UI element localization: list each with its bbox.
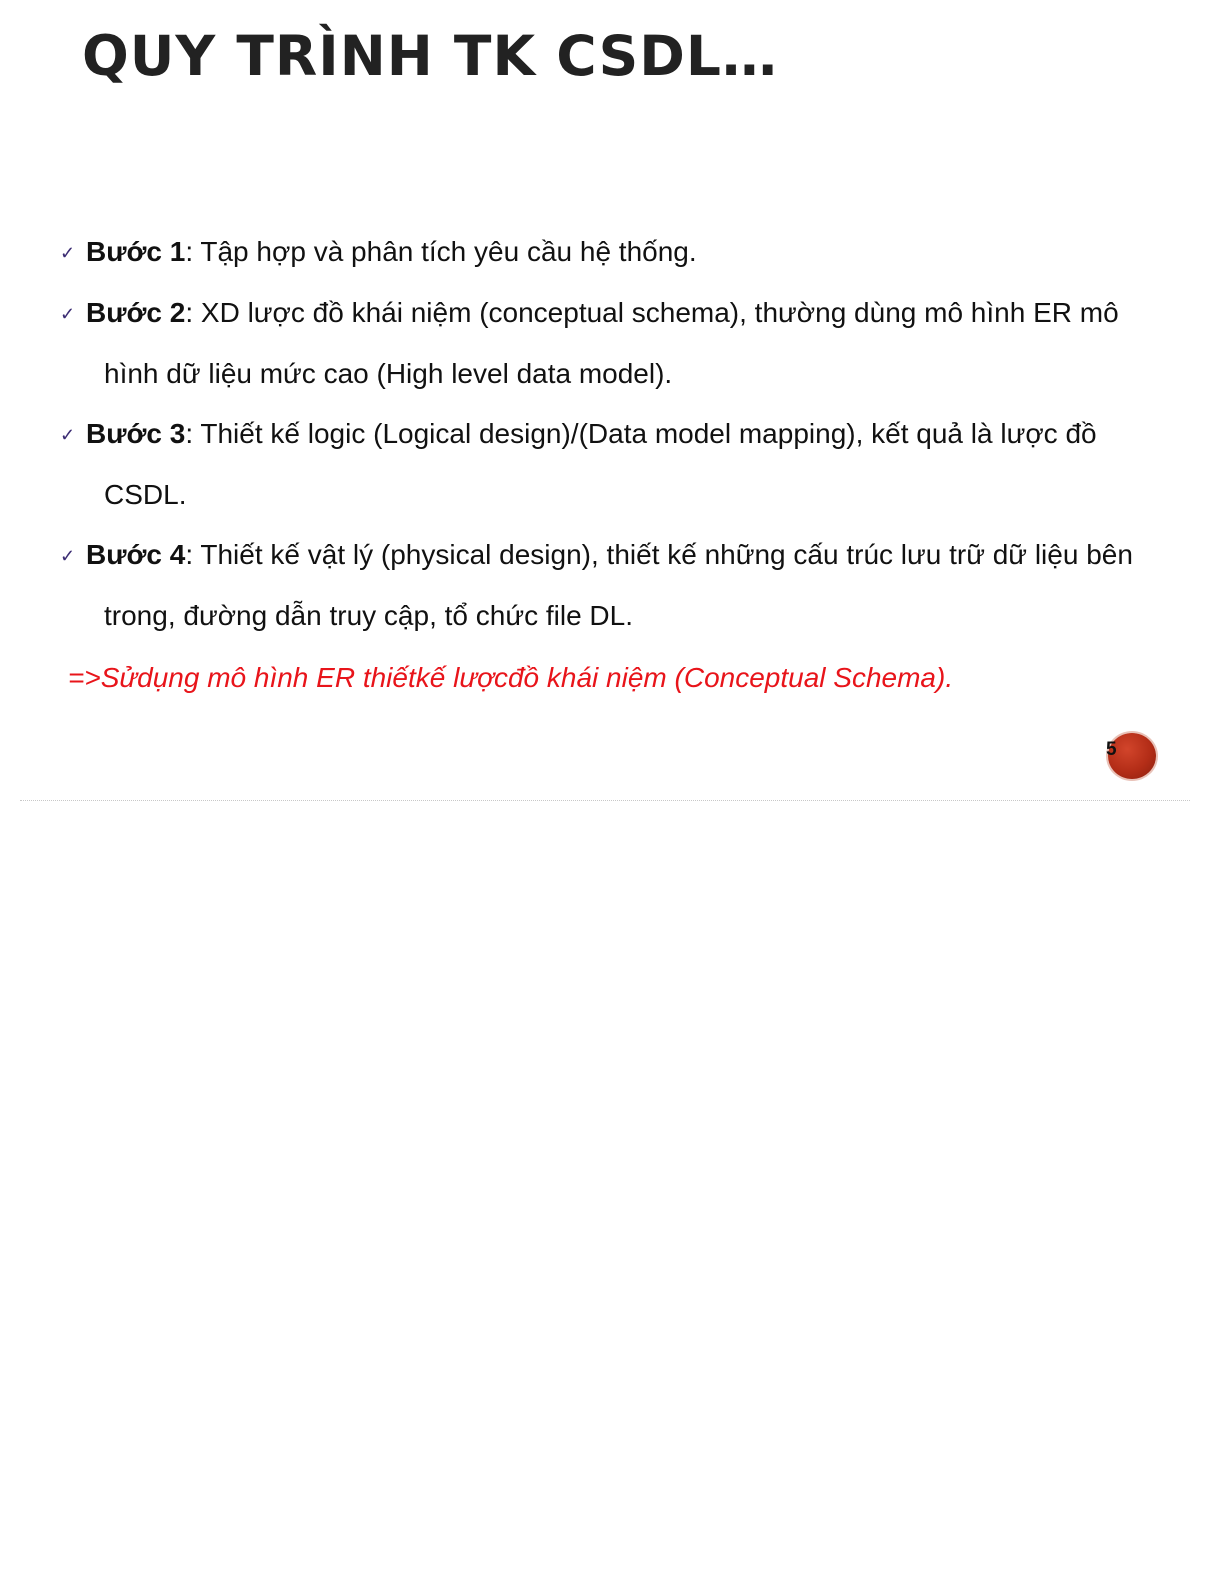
step-text: : Thiết kế logic (Logical design)/(Data model mapping), kết quả là lược đồ CSDL. [104,418,1097,510]
step-item-3 [60,404,1140,525]
checkmark-icon: ✓ [60,546,76,566]
step-item-1 [60,222,1140,283]
conclusion-text: =>Sửdụng mô hình ER thiếtkế lượcđồ khái niệm (Conceptual Schema). [68,662,954,693]
checkmark-icon: ✓ [60,425,76,445]
step-label: Bước 3 [86,418,186,449]
bottom-divider [20,800,1190,801]
checkmark-icon: ✓ [60,304,76,324]
step-text: : XD lược đồ khái niệm (conceptual schema), thường dùng mô hình ER mô hình dữ liệu mức cao (High level data model). [104,297,1119,389]
step-label: Bước 2 [86,297,186,328]
step-label: Bước 1 [86,236,186,267]
step-label: Bước 4 [86,539,186,570]
checkmark-icon: ✓ [60,243,76,263]
step-text: : Tập hợp và phân tích yêu cầu hệ thống. [185,236,697,267]
page-title: QUY TRÌNH TK CSDL… [82,24,778,88]
step-item-2 [60,283,1140,404]
step-item-4 [60,525,1140,646]
page-number-badge [1108,733,1156,779]
step-text: : Thiết kế vật lý (physical design), thiết kế những cấu trúc lưu trữ dữ liệu bên trong, đường dẫn truy cập, tổ chức file DL. [104,539,1133,631]
steps-list [60,222,1140,646]
page-number: 5 [1106,739,1117,760]
